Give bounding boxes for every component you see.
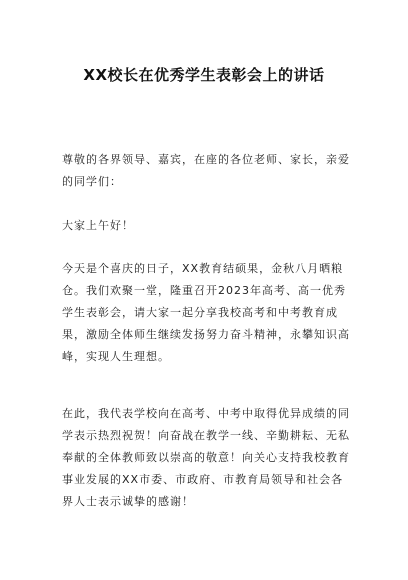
salutation: 尊敬的各界领导、嘉宾，在座的各位老师、家长，亲爱的同学们： [62, 153, 350, 188]
paragraph-2: 在此，我代表学校向在高考、中考中取得优异成绩的同学表示热烈祝贺！向奋战在教学一线、辛勤耕耘、无私奉献的全体教师致以崇高的敬意！向关心支持我校教育事业发展的XX市委、市政府、市教育局领导和社会各界人士表示诚挚的感谢！ [62, 407, 350, 508]
document-title: XX校长在优秀学生表彰会上的讲话 [83, 66, 325, 84]
paragraph-1: 今天是个喜庆的日子，XX教育结硕果，金秋八月晒粮仓。我们欢聚一堂，隆重召开2023年高考、高一优秀学生表彰会，请大家一起分享我校高考和中考教育成果，激励全体师生继续发扬努力奋斗精神，永攀知识高峰，实现人生理想。 [62, 262, 350, 363]
greeting: 大家上午好！ [62, 219, 134, 232]
